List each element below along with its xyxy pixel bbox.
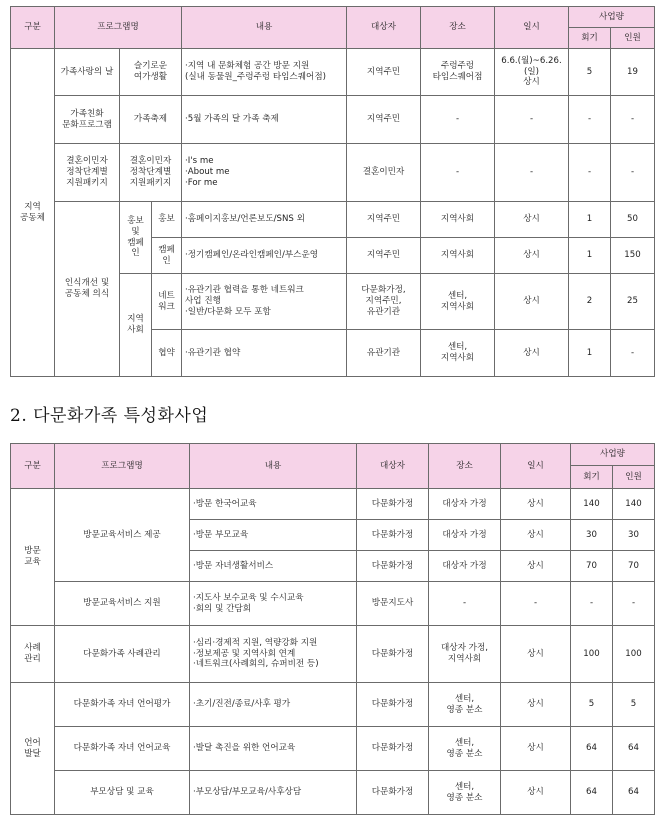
- people-cell: 25: [611, 274, 655, 330]
- sessions-cell: 5: [571, 683, 613, 727]
- place-cell: 주렁주렁 타임스퀘어점: [421, 49, 495, 96]
- sessions-cell: 5: [569, 49, 611, 96]
- content-cell: ·초기/진전/종료/사후 평가: [190, 683, 357, 727]
- people-cell: 30: [613, 520, 655, 551]
- content-cell: ·I's me ·About me ·For me: [182, 144, 347, 202]
- content-cell: ·부모상담/부모교육/사후상담: [190, 771, 357, 815]
- table-row: [11, 144, 655, 202]
- sessions-cell: 100: [571, 626, 613, 683]
- header-target: 대상자: [347, 7, 421, 49]
- table-row: [11, 489, 655, 520]
- table-row: [11, 49, 655, 96]
- table-row: [11, 683, 655, 727]
- header-date: 일시: [495, 7, 569, 49]
- subprogram-cell: 홍보: [152, 202, 182, 238]
- date-cell: 상시: [495, 274, 569, 330]
- program-cell: 인식개선 및 공동체 의식: [55, 202, 120, 377]
- target-cell: 지역주민: [347, 96, 421, 144]
- date-cell: -: [495, 96, 569, 144]
- target-cell: 지역주민: [347, 202, 421, 238]
- people-cell: 19: [611, 49, 655, 96]
- header-place: 장소: [429, 444, 501, 489]
- content-cell: ·지역 내 문화체험 공간 방문 지원 (실내 동물원_주렁주렁 타임스퀘어점): [182, 49, 347, 96]
- multicultural-program-table: [10, 443, 655, 815]
- category-cell: 지역 공동체: [11, 49, 55, 377]
- header-people: 인원: [613, 466, 655, 489]
- program-cell: 다문화가족 사례관리: [55, 626, 190, 683]
- target-cell: 다문화가정: [357, 626, 429, 683]
- place-cell: 대상자 가정, 지역사회: [429, 626, 501, 683]
- program-cell: 다문화가족 자녀 언어평가: [55, 683, 190, 727]
- place-cell: -: [429, 582, 501, 626]
- people-cell: -: [611, 96, 655, 144]
- target-cell: 지역주민: [347, 49, 421, 96]
- sessions-cell: 30: [571, 520, 613, 551]
- program-cell: 가족사랑의 날: [55, 49, 120, 96]
- people-cell: -: [611, 144, 655, 202]
- sessions-cell: 140: [571, 489, 613, 520]
- date-cell: 6.6.(월)~6.26.(일) 상시: [495, 49, 569, 96]
- date-cell: -: [501, 582, 571, 626]
- content-cell: ·유관기관 협력을 통한 네트워크 사업 진행 ·일반/다문화 모두 포함: [182, 274, 347, 330]
- subprogram-cell: 캠페인: [152, 238, 182, 274]
- program-cell: 방문교육서비스 제공: [55, 489, 190, 582]
- header-program: 프로그램명: [55, 7, 182, 49]
- header-content: 내용: [190, 444, 357, 489]
- sessions-cell: 64: [571, 727, 613, 771]
- program-cell: 다문화가족 자녀 언어교육: [55, 727, 190, 771]
- table-row: [11, 626, 655, 683]
- header-volume: 사업량: [569, 7, 655, 28]
- header-category: 구분: [11, 7, 55, 49]
- place-cell: 센터, 영종 분소: [429, 771, 501, 815]
- date-cell: 상시: [501, 626, 571, 683]
- date-cell: 상시: [501, 771, 571, 815]
- target-cell: 다문화가정, 지역주민, 유관기관: [347, 274, 421, 330]
- subprogram-cell: 결혼이민자 정착단계별 지원패키지: [120, 144, 182, 202]
- date-cell: 상시: [495, 238, 569, 274]
- content-cell: ·지도사 보수교육 및 수시교육 ·회의 및 간담회: [190, 582, 357, 626]
- place-cell: 대상자 가정: [429, 489, 501, 520]
- sessions-cell: 64: [571, 771, 613, 815]
- content-cell: ·정기캠페인/온라인캠페인/부스운영: [182, 238, 347, 274]
- table-row: [11, 582, 655, 626]
- target-cell: 방문지도사: [357, 582, 429, 626]
- place-cell: -: [421, 144, 495, 202]
- content-cell: ·방문 부모교육: [190, 520, 357, 551]
- sessions-cell: -: [569, 96, 611, 144]
- people-cell: 5: [613, 683, 655, 727]
- header-volume: 사업량: [571, 444, 655, 466]
- table-row: [11, 727, 655, 771]
- section-title: 2. 다문화가족 특성화사업: [10, 406, 209, 426]
- place-cell: 지역사회: [421, 238, 495, 274]
- place-cell: 대상자 가정: [429, 551, 501, 582]
- sessions-cell: -: [569, 144, 611, 202]
- date-cell: 상시: [501, 489, 571, 520]
- subprogram-cell: 협약: [152, 330, 182, 377]
- date-cell: 상시: [501, 551, 571, 582]
- people-cell: 100: [613, 626, 655, 683]
- place-cell: 지역사회: [421, 202, 495, 238]
- content-cell: ·유관기관 협약: [182, 330, 347, 377]
- content-cell: ·심리·경제적 지원, 역량강화 지원 ·정보제공 및 지역사회 연계 ·네트워크(사례회의, 슈퍼비전 등): [190, 626, 357, 683]
- category-cell: 사례 관리: [11, 626, 55, 683]
- place-cell: 센터, 지역사회: [421, 330, 495, 377]
- table-row: [11, 96, 655, 144]
- header-sessions: 회기: [569, 28, 611, 49]
- sessions-cell: 1: [569, 202, 611, 238]
- content-cell: ·5월 가족의 달 가족 축제: [182, 96, 347, 144]
- subprogram-cell: 가족축제: [120, 96, 182, 144]
- date-cell: -: [495, 144, 569, 202]
- header-date: 일시: [501, 444, 571, 489]
- local-cell: 지역 사회: [120, 274, 152, 377]
- place-cell: 대상자 가정: [429, 520, 501, 551]
- header-place: 장소: [421, 7, 495, 49]
- table-row: [11, 771, 655, 815]
- header-target: 대상자: [357, 444, 429, 489]
- sessions-cell: -: [571, 582, 613, 626]
- date-cell: 상시: [501, 727, 571, 771]
- program-cell: 부모상담 및 교육: [55, 771, 190, 815]
- people-cell: 150: [611, 238, 655, 274]
- date-cell: 상시: [501, 683, 571, 727]
- target-cell: 다문화가정: [357, 683, 429, 727]
- target-cell: 지역주민: [347, 238, 421, 274]
- subprogram-cell: 네트 워크: [152, 274, 182, 330]
- header-category: 구분: [11, 444, 55, 489]
- sessions-cell: 1: [569, 238, 611, 274]
- place-cell: 센터, 지역사회: [421, 274, 495, 330]
- target-cell: 다문화가정: [357, 771, 429, 815]
- sessions-cell: 70: [571, 551, 613, 582]
- header-content: 내용: [182, 7, 347, 49]
- people-cell: -: [613, 582, 655, 626]
- place-cell: 센터, 영종 분소: [429, 727, 501, 771]
- people-cell: 140: [613, 489, 655, 520]
- people-cell: -: [611, 330, 655, 377]
- header-program: 프로그램명: [55, 444, 190, 489]
- sessions-cell: 2: [569, 274, 611, 330]
- target-cell: 다문화가정: [357, 520, 429, 551]
- people-cell: 70: [613, 551, 655, 582]
- promo-cell: 홍보 및 캠페 인: [120, 202, 152, 274]
- category-cell: 언어 발달: [11, 683, 55, 815]
- place-cell: 센터, 영종 분소: [429, 683, 501, 727]
- target-cell: 다문화가정: [357, 489, 429, 520]
- place-cell: -: [421, 96, 495, 144]
- date-cell: 상시: [501, 520, 571, 551]
- header-sessions: 회기: [571, 466, 613, 489]
- sessions-cell: 1: [569, 330, 611, 377]
- target-cell: 결혼이민자: [347, 144, 421, 202]
- header-people: 인원: [611, 28, 655, 49]
- content-cell: ·홈페이지홍보/언론보도/SNS 외: [182, 202, 347, 238]
- content-cell: ·방문 한국어교육: [190, 489, 357, 520]
- program-cell: 방문교육서비스 지원: [55, 582, 190, 626]
- table-row: [11, 202, 655, 238]
- date-cell: 상시: [495, 202, 569, 238]
- target-cell: 유관기관: [347, 330, 421, 377]
- subprogram-cell: 슬기로운 여가생활: [120, 49, 182, 96]
- content-cell: ·발달 촉진을 위한 언어교육: [190, 727, 357, 771]
- target-cell: 다문화가정: [357, 727, 429, 771]
- program-cell: 가족친화 문화프로그램: [55, 96, 120, 144]
- people-cell: 50: [611, 202, 655, 238]
- program-cell: 결혼이민자 정착단계별 지원패키지: [55, 144, 120, 202]
- community-program-table: [10, 6, 655, 377]
- content-cell: ·방문 자녀생활서비스: [190, 551, 357, 582]
- target-cell: 다문화가정: [357, 551, 429, 582]
- category-cell: 방문 교육: [11, 489, 55, 626]
- date-cell: 상시: [495, 330, 569, 377]
- people-cell: 64: [613, 771, 655, 815]
- people-cell: 64: [613, 727, 655, 771]
